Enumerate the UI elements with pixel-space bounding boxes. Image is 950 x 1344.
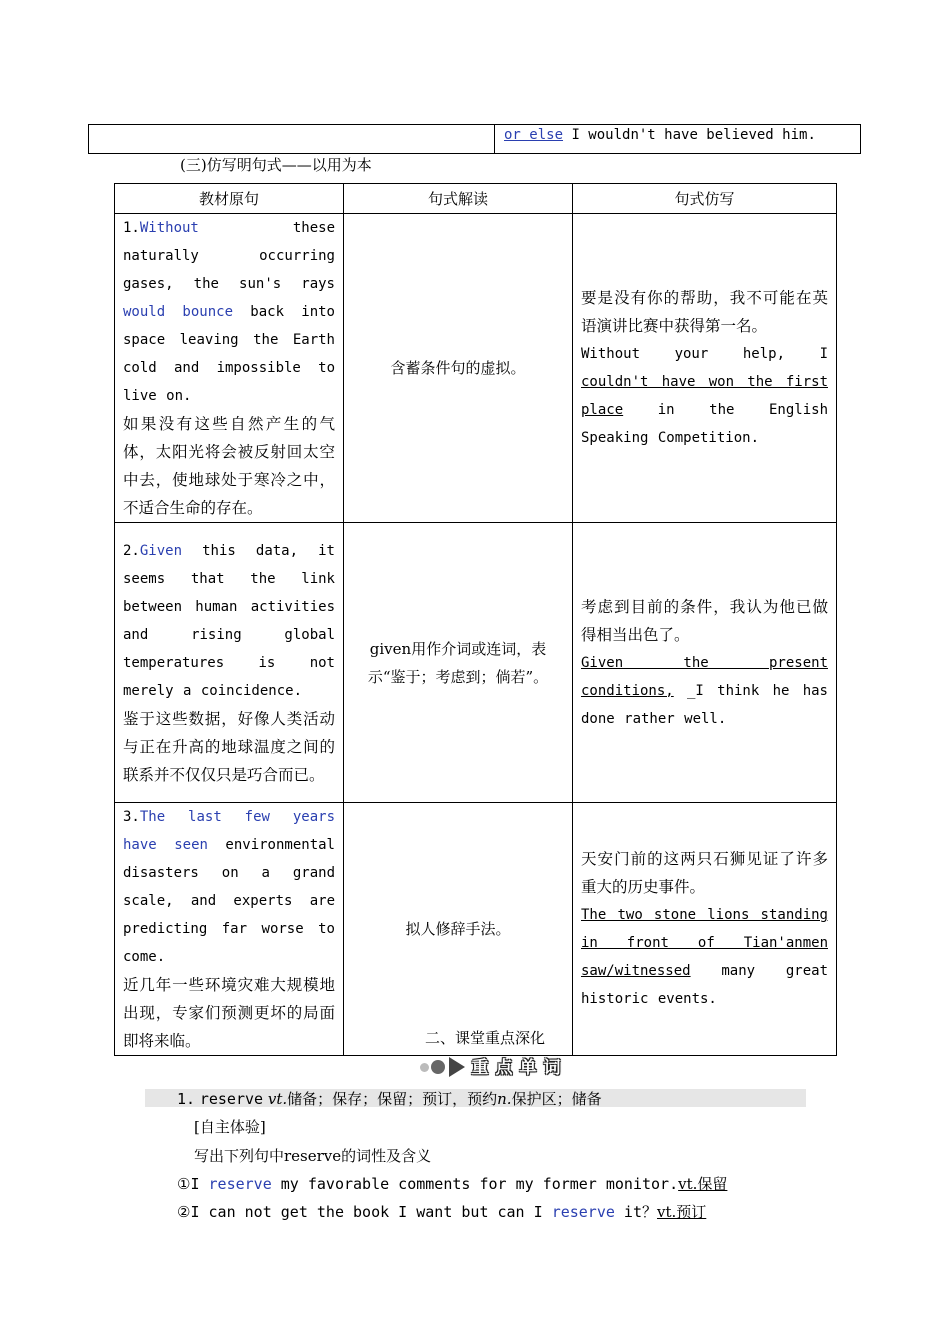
highlight-text: would bounce xyxy=(123,304,233,320)
sentence-text: _I xyxy=(687,682,704,699)
original-en xyxy=(123,803,335,971)
highlight-text: Given xyxy=(139,542,183,559)
original-zh: 近几年一些环境灾难大规模地出现，专家们预测更坏的局面即将来临。 xyxy=(123,976,335,1050)
imitation-zh: 考虑到目前的条件，我认为他已做得相当出色了。 xyxy=(581,597,828,644)
item-mark: ① xyxy=(177,1175,191,1193)
word-entry xyxy=(177,1088,602,1109)
banner-char: 重 xyxy=(471,1057,489,1078)
imitation-zh: 要是没有你的帮助，我不可能在英语演讲比赛中获得第一名。 xyxy=(581,289,828,335)
top-fragment-table xyxy=(88,124,861,154)
banner-char: 点 xyxy=(495,1057,513,1078)
highlight-text: Without xyxy=(139,220,199,236)
header-interpretation: 句式解读 xyxy=(344,184,573,214)
sentence-text: this data, it seems that the link between human activities and rising global temperatures is not merely a coincidence. xyxy=(123,542,335,699)
top-fragment-cell xyxy=(504,127,816,143)
answer-text: Given the present conditions, xyxy=(581,654,828,699)
original-cell xyxy=(115,523,344,803)
entry-meaning: 保护区；储备 xyxy=(511,1090,602,1108)
header-imitation: 句式仿写 xyxy=(573,184,837,214)
small-dot-icon xyxy=(420,1063,429,1072)
banner-text xyxy=(469,1054,563,1076)
answer-text: The two stone lions standing in front of Tian'anmen saw/witnessed xyxy=(581,907,828,979)
sub-heading: 二、课堂重点深化 xyxy=(425,1029,546,1047)
original-zh: 鉴于这些数据，好像人类活动与正在升高的地球温度之间的联系并不仅仅只是巧合而已。 xyxy=(123,709,335,784)
sentence-text: back into space leaving the Earth cold and impossible to live on. xyxy=(123,304,335,404)
sentence-text: think he has done rather well. xyxy=(581,682,828,727)
practice-item xyxy=(177,1173,727,1194)
entry-number: 1. xyxy=(177,1090,196,1108)
imitation-cell xyxy=(573,214,837,523)
key-words-banner xyxy=(420,1054,572,1082)
practice-item xyxy=(177,1201,706,1222)
table-row xyxy=(115,803,837,1056)
entry-word: reserve xyxy=(199,1090,264,1108)
header-original: 教材原句 xyxy=(115,184,344,214)
row-number: 3. xyxy=(123,809,140,825)
table-row xyxy=(115,214,837,523)
imitation-cell xyxy=(573,523,837,803)
original-cell xyxy=(115,803,344,1056)
answer-text: couldn't have won the first place xyxy=(581,374,828,418)
highlight-text: reserve xyxy=(208,1175,272,1193)
sentence-text: environmental disasters on a grand scale, and experts are predicting far worse to come. xyxy=(123,837,335,965)
large-dot-icon xyxy=(431,1060,445,1074)
table-row xyxy=(115,523,837,803)
interpretation-cell: 拟人修辞手法。 xyxy=(344,803,573,1056)
banner-char: 词 xyxy=(543,1057,561,1078)
sentence-text xyxy=(674,683,687,699)
answer-text: vt.保留 xyxy=(678,1175,728,1193)
sentence-table xyxy=(114,183,837,1056)
highlight-text: The last few years have seen xyxy=(123,809,335,853)
practice-instruction: 写出下列句中reserve的词性及含义 xyxy=(194,1147,432,1165)
original-en xyxy=(123,214,335,410)
sentence-text: many great historic events. xyxy=(581,963,828,1007)
entry-pos: n. xyxy=(497,1090,512,1108)
interpretation-cell: given用作介词或连词，表示“鉴于；考虑到；倘若”。 xyxy=(344,523,573,803)
imitation-en xyxy=(581,649,828,733)
or-else-text: or else xyxy=(504,127,564,143)
imitation-en xyxy=(581,901,828,1013)
row-number: 2. xyxy=(123,542,140,559)
original-cell xyxy=(115,214,344,523)
sentence-text: my favorable comments for my former monitor. xyxy=(271,1175,679,1193)
original-zh: 如果没有这些自然产生的气体，太阳光将会被反射回太空中去，使地球处于寒冷之中，不适合生命的存在。 xyxy=(123,415,335,517)
sentence-text: I xyxy=(190,1175,209,1193)
answer-text: vt.预订 xyxy=(657,1203,707,1221)
sentence-text: I can not get the book I want but can I xyxy=(190,1203,552,1221)
sentence-text: Without your help, I xyxy=(581,346,828,362)
sentence-text: these naturally occurring gases, the sun's rays xyxy=(123,220,335,292)
item-mark: ② xyxy=(177,1203,191,1221)
original-en xyxy=(123,537,335,705)
arrow-icon xyxy=(449,1057,465,1077)
practice-label: [自主体验] xyxy=(194,1118,266,1136)
section-title: (三)仿写明句式——以用为本 xyxy=(180,156,372,174)
imitation-zh: 天安门前的这两只石狮见证了许多重大的历史事件。 xyxy=(581,850,828,896)
interpretation-cell: 含蓄条件句的虚拟。 xyxy=(344,214,573,523)
imitation-en xyxy=(581,340,828,452)
table-divider xyxy=(494,125,495,153)
table-header-row xyxy=(115,184,837,214)
sentence-text: it？ xyxy=(614,1203,657,1221)
imitation-cell xyxy=(573,803,837,1056)
highlight-text: reserve xyxy=(551,1203,615,1221)
entry-meaning: 储备；保存；保留；预订，预约 xyxy=(287,1090,498,1108)
banner-char: 单 xyxy=(519,1057,537,1078)
row-number: 1. xyxy=(123,220,140,236)
sentence-text: in the English Speaking Competition. xyxy=(581,402,828,446)
top-fragment-rest: I wouldn't have believed him. xyxy=(563,127,816,143)
entry-pos: vt. xyxy=(267,1090,288,1108)
